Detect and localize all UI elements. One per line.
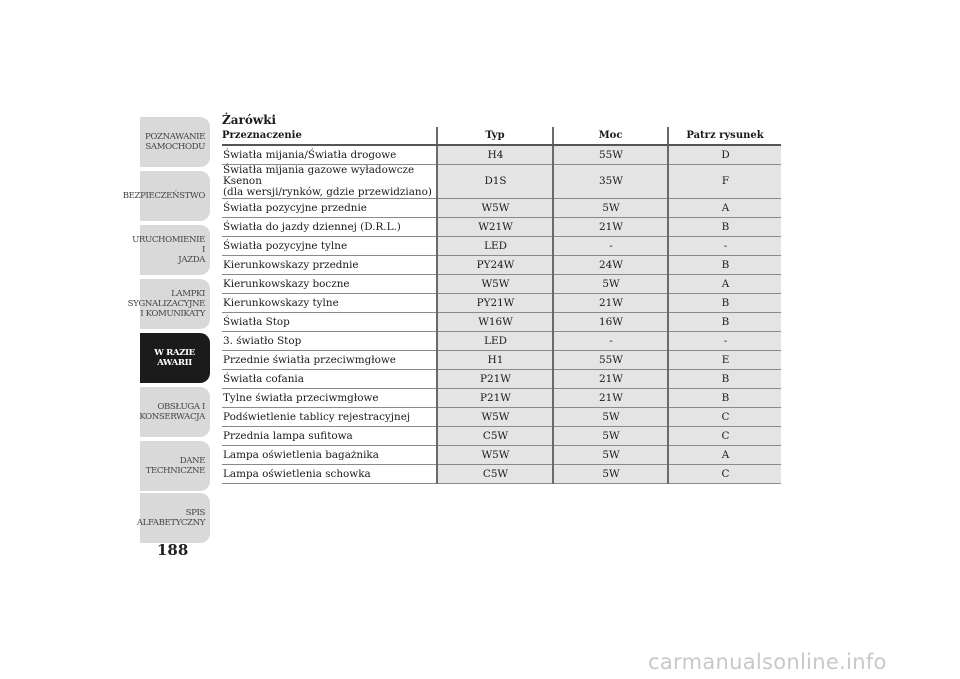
tab-poznawanie-samochodu[interactable]: POZNAWANIE SAMOCHODU	[140, 117, 210, 167]
cell-przeznaczenie: Światła do jazdy dziennej (D.R.L.)	[222, 218, 437, 237]
cell-typ: PY21W	[437, 294, 553, 313]
cell-patrz-rysunek: A	[668, 446, 781, 465]
cell-patrz-rysunek: B	[668, 294, 781, 313]
cell-typ: D1S	[437, 165, 553, 199]
tab-obsluga-i-konserwacja[interactable]: OBSŁUGA I KONSERWACJA	[140, 387, 210, 437]
cell-patrz-rysunek: -	[668, 332, 781, 351]
cell-patrz-rysunek: B	[668, 256, 781, 275]
cell-typ: C5W	[437, 427, 553, 446]
cell-moc: 5W	[553, 446, 668, 465]
table-row	[222, 313, 781, 332]
header-przeznaczenie: Przeznaczenie	[222, 127, 437, 145]
cell-przeznaczenie: Światła mijania/Światła drogowe	[222, 145, 437, 165]
table-row	[222, 294, 781, 313]
cell-przeznaczenie: Światła pozycyjne tylne	[222, 237, 437, 256]
page-number: 188	[157, 541, 189, 559]
cell-moc: 5W	[553, 199, 668, 218]
header-patrz-rysunek: Patrz rysunek	[668, 127, 781, 145]
cell-patrz-rysunek: A	[668, 199, 781, 218]
tab-spis-alfabetyczny[interactable]: SPIS ALFABETYCZNY	[140, 493, 210, 543]
cell-typ: W5W	[437, 275, 553, 294]
cell-moc: 5W	[553, 408, 668, 427]
table-row	[222, 145, 781, 165]
cell-moc: 21W	[553, 370, 668, 389]
cell-przeznaczenie: Światła cofania	[222, 370, 437, 389]
cell-moc: -	[553, 332, 668, 351]
cell-przeznaczenie: 3. światło Stop	[222, 332, 437, 351]
cell-przeznaczenie: Światła mijania gazowe wyładowcze Ksenon (dla wersji/rynków, gdzie przewidziano)	[222, 165, 437, 199]
cell-moc: 55W	[553, 351, 668, 370]
cell-moc: 21W	[553, 389, 668, 408]
cell-przeznaczenie: Przednie światła przeciwmgłowe	[222, 351, 437, 370]
cell-moc: 5W	[553, 427, 668, 446]
table-row	[222, 332, 781, 351]
cell-patrz-rysunek: B	[668, 218, 781, 237]
cell-przeznaczenie: Podświetlenie tablicy rejestracyjnej	[222, 408, 437, 427]
cell-przeznaczenie: Kierunkowskazy boczne	[222, 275, 437, 294]
cell-patrz-rysunek: A	[668, 275, 781, 294]
tab-bezpieczenstwo[interactable]: BEZPIECZEŃSTWO	[140, 171, 210, 221]
cell-typ: P21W	[437, 389, 553, 408]
cell-moc: 55W	[553, 145, 668, 165]
cell-patrz-rysunek: F	[668, 165, 781, 199]
cell-typ: PY24W	[437, 256, 553, 275]
table-row	[222, 256, 781, 275]
header-moc: Moc	[553, 127, 668, 145]
cell-przeznaczenie: Przednia lampa sufitowa	[222, 427, 437, 446]
cell-moc: -	[553, 237, 668, 256]
table-row	[222, 165, 781, 199]
cell-typ: LED	[437, 332, 553, 351]
cell-przeznaczenie: Tylne światła przeciwmgłowe	[222, 389, 437, 408]
cell-patrz-rysunek: C	[668, 427, 781, 446]
tab-lampki-sygnalizacyjne[interactable]: LAMPKI SYGNALIZACYJNE I KOMUNIKATY	[140, 279, 210, 329]
cell-typ: C5W	[437, 465, 553, 484]
table-row	[222, 427, 781, 446]
cell-patrz-rysunek: C	[668, 408, 781, 427]
cell-przeznaczenie: Lampa oświetlenia bagażnika	[222, 446, 437, 465]
cell-moc: 5W	[553, 275, 668, 294]
table-row	[222, 351, 781, 370]
cell-typ: W5W	[437, 408, 553, 427]
tab-dane-techniczne[interactable]: DANE TECHNICZNE	[140, 441, 210, 491]
cell-moc: 35W	[553, 165, 668, 199]
cell-przeznaczenie: Kierunkowskazy przednie	[222, 256, 437, 275]
table-row	[222, 446, 781, 465]
bulbs-table	[222, 127, 781, 484]
cell-moc: 21W	[553, 218, 668, 237]
cell-patrz-rysunek: D	[668, 145, 781, 165]
table-row	[222, 199, 781, 218]
table-row	[222, 389, 781, 408]
cell-moc: 5W	[553, 465, 668, 484]
cell-typ: W21W	[437, 218, 553, 237]
cell-typ: H1	[437, 351, 553, 370]
table-header-row	[222, 127, 781, 145]
watermark: carmanualsonline.info	[648, 650, 887, 674]
table-row	[222, 408, 781, 427]
tab-w-razie-awarii[interactable]: W RAZIE AWARII	[140, 333, 210, 383]
table-body	[222, 145, 781, 484]
cell-patrz-rysunek: -	[668, 237, 781, 256]
table-row	[222, 275, 781, 294]
cell-typ: W5W	[437, 199, 553, 218]
cell-typ: P21W	[437, 370, 553, 389]
cell-patrz-rysunek: B	[668, 370, 781, 389]
cell-typ: LED	[437, 237, 553, 256]
cell-moc: 21W	[553, 294, 668, 313]
tab-uruchomienie-i-jazda[interactable]: URUCHOMIENIE I JAZDA	[140, 225, 210, 275]
cell-moc: 16W	[553, 313, 668, 332]
cell-przeznaczenie: Kierunkowskazy tylne	[222, 294, 437, 313]
cell-przeznaczenie: Światła Stop	[222, 313, 437, 332]
cell-patrz-rysunek: C	[668, 465, 781, 484]
cell-patrz-rysunek: B	[668, 313, 781, 332]
cell-typ: W16W	[437, 313, 553, 332]
table-row	[222, 218, 781, 237]
header-typ: Typ	[437, 127, 553, 145]
cell-patrz-rysunek: E	[668, 351, 781, 370]
section-title: Żarówki	[222, 113, 277, 127]
table-row	[222, 237, 781, 256]
table-row	[222, 465, 781, 484]
cell-przeznaczenie: Lampa oświetlenia schowka	[222, 465, 437, 484]
cell-przeznaczenie: Światła pozycyjne przednie	[222, 199, 437, 218]
cell-patrz-rysunek: B	[668, 389, 781, 408]
cell-typ: H4	[437, 145, 553, 165]
cell-typ: W5W	[437, 446, 553, 465]
cell-moc: 24W	[553, 256, 668, 275]
table-row	[222, 370, 781, 389]
